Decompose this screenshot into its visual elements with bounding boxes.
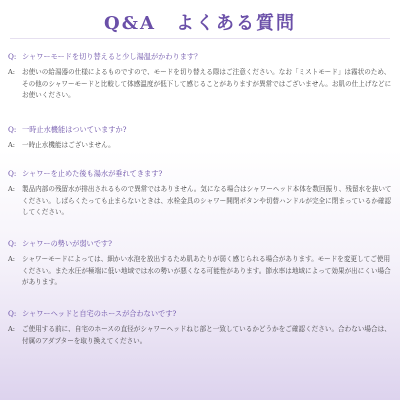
answer-marker: A: <box>8 255 15 263</box>
answer-row <box>8 254 392 289</box>
answer-marker: A: <box>8 141 15 149</box>
qa-item-1 <box>8 51 392 102</box>
answer-text: 一時止水機能はございません。 <box>22 141 115 149</box>
question-text: シャワーモードを切り替えると少し湯温がかわります？ <box>22 52 202 61</box>
question-row <box>8 168 392 179</box>
answer-row <box>8 184 392 219</box>
qa-item-3 <box>8 168 392 219</box>
answer-text: ご使用する前に、自宅のホースの直径がシャワーヘッドねじ部と一致しているかどうかをご確認ください。合わない場合は、付属のアダプターを取り換えてください。 <box>22 325 391 345</box>
answer-row <box>8 140 392 152</box>
question-marker: Q: <box>8 169 17 178</box>
answer-marker: A: <box>8 325 15 333</box>
answer-text: シャワーモードによっては、細かい水泡を放出するため肌あたりが弱く感じられる場合があります。モードを変更してご使用ください。また水圧が極端に低い地域では水の勢いが悪くなる可能性があります。節水率は地域によって効果が出にくい場合があります。 <box>22 255 391 287</box>
answer-marker: A: <box>8 68 15 76</box>
question-text: シャワーヘッドと自宅のホースが合わないです? <box>22 309 177 318</box>
question-marker: Q: <box>8 309 17 318</box>
question-text: シャワーを止めた後も湯水が垂れてきます? <box>22 169 163 178</box>
qa-item-5 <box>8 308 392 347</box>
answer-marker: A: <box>8 185 15 193</box>
answer-text: お使いの給湯器の仕様によるものですので、モードを切り替える際はご注意ください。なお「ミストモード」は霧状のため、その他のシャワーモードと比較して体感温度が低下して感じることがありますが異常ではございません。お肌の仕上げなどにお使いください。 <box>22 68 392 100</box>
title-divider <box>10 38 390 39</box>
answer-text: 製品内部の残留水が排出されるもので異常ではありません。気になる場合はシャワーヘッド本体を数回振り、残留水を抜いてください。しばらくたっても止まらないときは、水栓金具のシャワー開閉ボタンや切替ハンドルが完全に閉まっているか確認してください。 <box>22 185 392 217</box>
question-row <box>8 124 392 135</box>
question-marker: Q: <box>8 125 17 134</box>
page-title: Q&A よくある質問 <box>104 13 296 34</box>
qa-item-4 <box>8 238 392 289</box>
answer-row <box>8 324 392 347</box>
question-marker: Q: <box>8 52 17 61</box>
question-row <box>8 51 392 62</box>
qa-item-2 <box>8 124 392 152</box>
answer-row <box>8 67 392 102</box>
question-text: 一時止水機能はついていますか? <box>22 125 127 134</box>
question-row <box>8 238 392 249</box>
question-row <box>8 308 392 319</box>
question-text: シャワーの勢いが弱いです? <box>22 239 112 248</box>
question-marker: Q: <box>8 239 17 248</box>
